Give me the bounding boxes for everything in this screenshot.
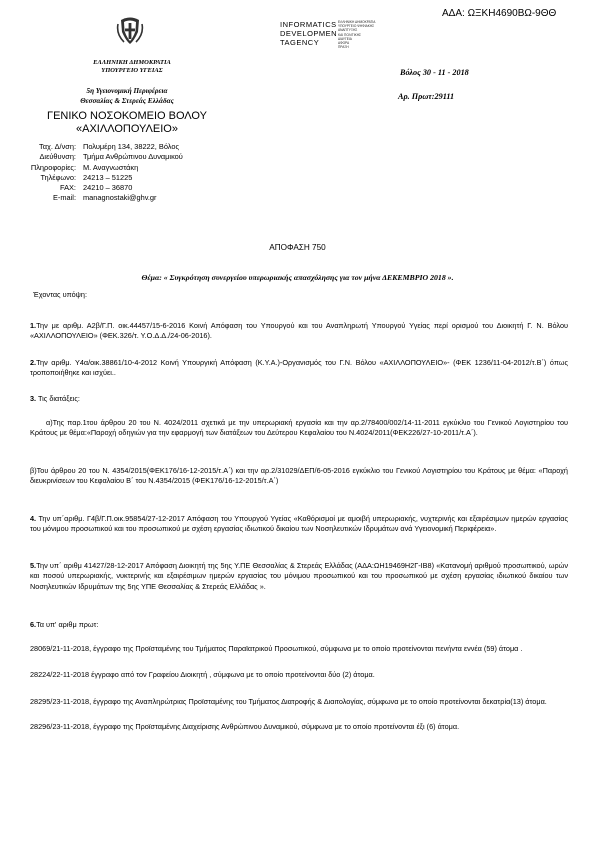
header-region-2: Θεσσαλίας & Στερεάς Ελλάδας	[80, 97, 174, 105]
contact-row	[5, 163, 183, 173]
clause-text: Την υπ΄αριθμ. Γ4β/Γ.Π.οικ.95854/27-12-2017 Απόφαση του Υπουργού Υγείας «Καθόρισμοί με αμοιβή υπερωριακής, νυχτερινής και εξαιρέσιμων ημερών εργασίας του μόνιμου προσωπικού και του προσωπικού με σχέση εργασίας ιδιωτικού δικαίου των Νοσηλευτικών Ιδρυμάτων ανά Υγειονομική Περιφέρεια».	[30, 514, 568, 534]
agency-small-line: ΚΑΙ ΠΟΛΙΤΙΚΗΣ	[338, 32, 361, 37]
clause-number: 5.	[30, 561, 37, 570]
clause-3b	[30, 466, 568, 487]
clause-6	[30, 620, 568, 630]
contact-value: 24210 – 36870	[83, 183, 133, 193]
protocol-item	[30, 722, 568, 732]
clause-text: Την με αριθμ. Α2β/Γ.Π. οικ.44457/15-6-2016 Κοινή Απόφαση του Υπουργού και του Αναπληρωτή Υπουργού Υγείας περί ορισμού του Διοικητή Γ. Ν. Βόλου «ΑΧΙΛΛΟΠΟΥΛΕΙΟ» (ΦΕΚ.326/τ. Υ.Ο.Δ.Δ./24-06-2016).	[30, 321, 568, 341]
decision-subject: Θέμα: « Συγκρότηση συνεργείου υπερωριακής απασχόλησης για τον μήνα ΔΕΚΕΜΒΡΙΟ 2018 ».	[141, 273, 454, 282]
clause-number: 2.	[30, 358, 37, 367]
clause-text: Τις διατάξεις:	[36, 394, 80, 403]
clause-number: 1.	[30, 321, 37, 330]
clause-text: β)Του άρθρου 20 του Ν. 4354/2015(ΦΕΚ176/16-12-2015/τ.Α΄) και την αρ.2/31029/ΔΕΠ/6-05-2016 εγκύκλιο του Γενικού Λογιστηρίου του Κράτους με θέμα: «Παροχή διευκρινίσεων του Κεφαλαίου Β΄ του Ν.4354/2015 (ΦΕΚ176/16-12-2015/τ.Α΄)	[30, 466, 568, 486]
clause-text: α)Της παρ.1του άρθρου 20 του Ν. 4024/2011 σχετικά με την υπερωριακή εργασία και την αρ.2/78400/002/14-11-2011 εγκύκλιο του Γενικού Λογιστηρίου του Κράτους με θέμα:«Παροχή οδηγιών για την εφαρμογή των διατάξεων του Δεύτερου Κεφαλαίου του Ν.4024/2011(ΦΕΚ226/27-10-2011/τ.Α΄).	[30, 418, 568, 438]
contact-label: Πληροφορίες:	[30, 162, 76, 172]
clause-4	[30, 514, 568, 535]
agency-line: DEVELOPMEN	[280, 29, 338, 38]
clause-1	[30, 321, 568, 342]
protocol-number: Αρ. Πρωτ:29111	[398, 92, 455, 101]
contact-row	[5, 183, 183, 193]
contact-row	[5, 142, 183, 152]
protocol-item-text: 28069/21-11-2018, έγγραφο της Προϊσταμένης του Τμήματος Παραϊατρικού Προσωπικού, σύμφωνα με το οποίο προτείνονται πενήντα εννέα (59) άτομα .	[30, 644, 523, 653]
contact-value: Μ. Αναγνωστάκη	[83, 162, 139, 172]
having-regard: Έχοντας υπόψη:	[33, 290, 87, 299]
clause-3a	[30, 418, 568, 439]
protocol-item	[30, 697, 568, 707]
agency-small-line: ΑΝΑΠΤΥΞΗΣ	[338, 28, 358, 33]
clause-2	[30, 358, 568, 379]
contact-label: E-mail:	[53, 193, 76, 203]
header-region-1: 5η Υγειονομική Περιφέρεια	[86, 87, 168, 95]
protocol-item	[30, 644, 568, 654]
clause-text: Τα υπ' αριθμ πρωτ:	[36, 620, 99, 629]
clause-text: Την αριθμ. Υ4α/οικ.38861/10-4-2012 Κοινή Υπουργική Απόφαση (Κ.Υ.Α.)-Οργανισμός του Γ.Ν. Βόλου «ΑΧΙΛΛΟΠΟΥΛΕΙΟ»- (ΦΕΚ 1236/11-04-2012/τ.Β΄) όπως τροποποιήθηκε και ισχύει..	[30, 358, 568, 378]
contact-label: FAX:	[59, 183, 76, 193]
contact-block	[5, 142, 183, 204]
place-date: Βόλος 30 - 11 - 2018	[400, 68, 469, 77]
contact-value: Πολυμέρη 134, 38222, Βόλος	[83, 142, 180, 151]
header-republic: ΕΛΛΗΝΙΚΗ ΔΗΜΟΚΡΑΤΙΑ	[93, 59, 171, 66]
header-ministry: ΥΠΟΥΡΓΕΙΟ ΥΓΕΙΑΣ	[101, 67, 163, 74]
agency-line: INFORMATICS	[280, 20, 337, 29]
clause-text: Την υπ΄ αριθμ 41427/28-12-2017 Απόφαση Διοικητή της 5ης Υ.ΠΕ Θεσσαλίας & Στερεάς Ελλάδας (ΑΔΑ:ΩΗ19469Η2Γ-ΙΒ8) «Κατανομή αριθμού προσωπικού, ωρών και ποσού υπερωριακής, νυκτερινής και εξαιρέσιμων ημερών εργασίας του μόνιμου προσωπικού και του προσωπικού με σχέση εργασίας ιδιωτικού δικαίου των Νοσηλευτικών Ιδρυμάτων της 5ης ΥΠΕ Θεσσαλίας & Στερεάς Ελλάδας ».	[30, 561, 568, 591]
contact-label: Διεύθυνση:	[39, 152, 76, 162]
decision-title: ΑΠΟΦΑΣΗ 750	[269, 243, 326, 252]
agency-small-line: ΑΦΟΡΑ	[338, 41, 350, 46]
contact-row	[5, 152, 183, 162]
agency-small-line: ΕΛΛΗΝΙΚΗ ΔΗΜΟΚΡΑΤΙΑ	[338, 20, 376, 24]
clause-number: 3.	[30, 394, 37, 403]
agency-line: TAGENCY	[280, 38, 320, 47]
clause-3	[30, 394, 568, 404]
clause-number: 4.	[30, 514, 37, 523]
ada-code: ΑΔΑ: ΩΞΚΗ4690ΒΩ-9ΘΘ	[442, 8, 557, 19]
contact-value: 24213 – 51225	[83, 172, 133, 182]
contact-value: Τμήμα Ανθρώπινου Δυναμικού	[83, 152, 183, 162]
agency-small-line: ΔΙΑΥΓΕΙΑ	[338, 36, 352, 41]
protocol-item-text: 28224/22-11-2018 έγγραφο από τον Γραφείου Διοικητή , σύμφωνα με το οποίο προτείνονται δύο (2) άτομα.	[30, 670, 375, 679]
contact-email[interactable]: managnostaki@ghv.gr	[83, 193, 157, 203]
protocol-item	[30, 670, 568, 680]
contact-label: Ταχ. Δ/νση:	[39, 142, 76, 151]
agency-stamp	[280, 20, 337, 47]
agency-small-print	[338, 20, 375, 49]
coat-of-arms-icon	[116, 16, 144, 46]
hospital-name: ΓΕΝΙΚΟ ΝΟΣΟΚΟΜΕΙΟ ΒΟΛΟΥ	[47, 110, 207, 122]
contact-row	[5, 173, 183, 183]
agency-small-line: ΠΡΑΞΗ	[338, 45, 349, 50]
clause-number: 6.	[30, 620, 37, 629]
contact-label: Τηλέφωνο:	[40, 172, 76, 182]
hospital-name-sub: «ΑΧΙΛΛΟΠΟΥΛΕΙΟ»	[76, 123, 178, 135]
agency-small-line: ΥΠΟΥΡΓΕΙΟ ΨΗΦΙΑΚΗΣ	[338, 24, 375, 29]
clause-5	[30, 561, 568, 592]
protocol-item-text: 28295/23-11-2018, έγγραφο της Αναπληρώτριας Προϊσταμένης του Τμήματος Διατροφής & Διαιτολογίας, σύμφωνα με το οποίο προτείνονται δεκατρία(13) άτομα.	[30, 697, 547, 706]
contact-row	[5, 193, 183, 203]
protocol-item-text: 28296/23-11-2018, έγγραφο της Προϊσταμένης Διαχείρισης Ανθρώπινου Δυναμικού, σύμφωνα με το οποίο προτείνονται έξι (6) άτομα.	[30, 722, 460, 731]
